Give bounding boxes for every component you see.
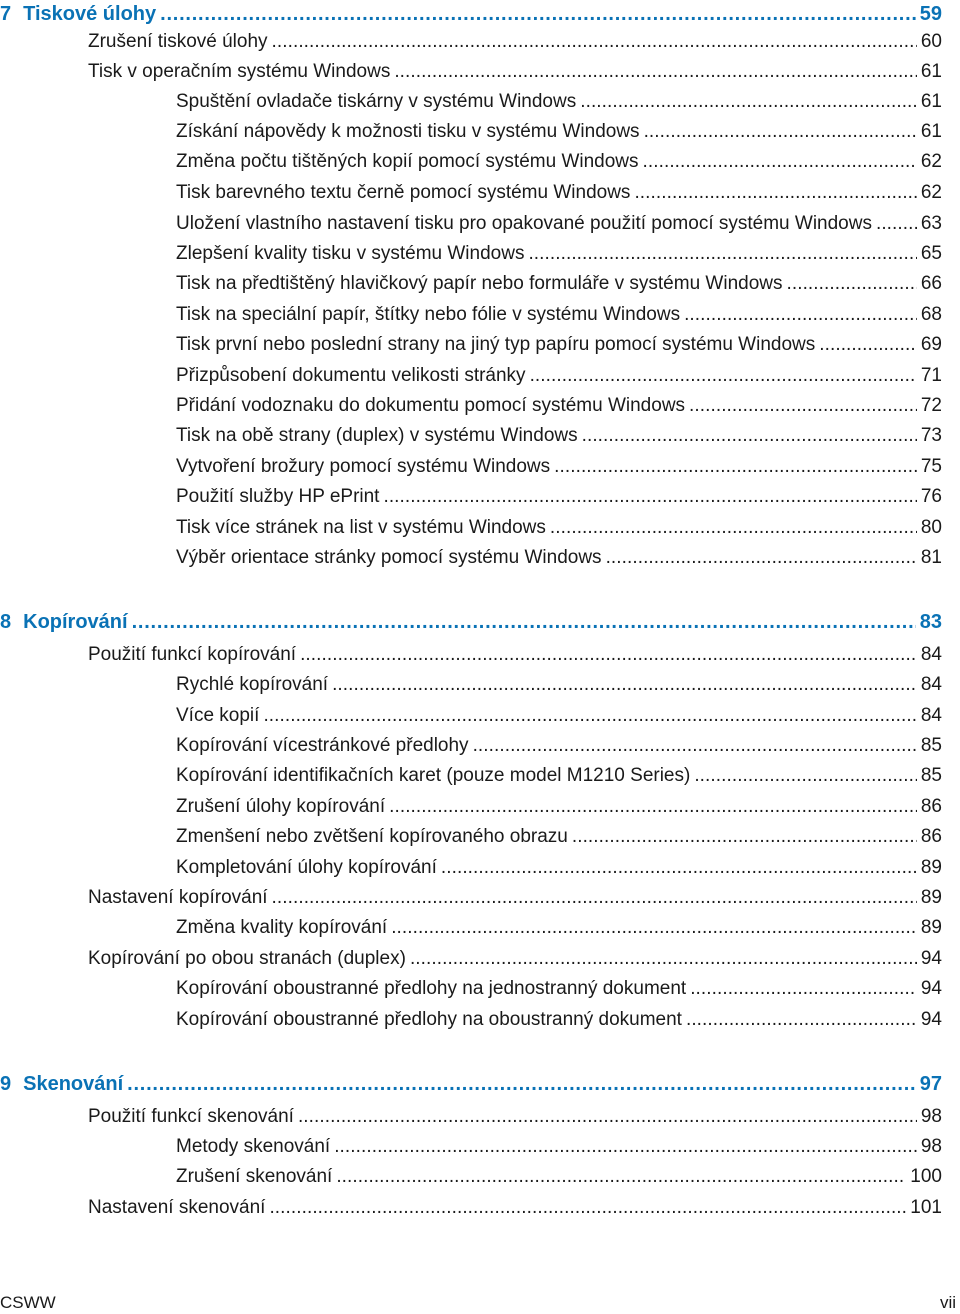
- toc-entry-title: Kopírování oboustranné předlohy na oboustranný dokument: [176, 1009, 682, 1030]
- toc-entry-title: Tisk v operačním systému Windows: [88, 61, 391, 82]
- dot-leader: [572, 823, 917, 851]
- toc-entry[interactable]: [88, 884, 942, 912]
- toc-entry[interactable]: [176, 88, 942, 116]
- toc-entry-page: 60: [920, 31, 942, 52]
- dot-leader: [269, 1194, 906, 1222]
- dot-leader: [530, 362, 917, 390]
- toc-entry-page: 98: [920, 1136, 942, 1157]
- toc-entry-title: Zrušení tiskové úlohy: [88, 31, 268, 52]
- toc-entry[interactable]: [176, 793, 942, 821]
- toc-entry-page: 62: [920, 151, 942, 172]
- chapter-number: 9: [0, 1073, 12, 1095]
- toc-entry-page: 73: [920, 425, 942, 446]
- toc-entry-title: Kompletování úlohy kopírování: [176, 857, 437, 878]
- dot-leader: [383, 483, 916, 511]
- toc-entry-title: Tisk barevného textu černě pomocí systému Windows: [176, 182, 631, 203]
- dot-leader: [690, 975, 917, 1003]
- toc-entry-title: Vytvoření brožury pomocí systému Windows: [176, 456, 551, 477]
- toc-entry-page: 71: [920, 365, 942, 386]
- dot-leader: [473, 732, 917, 760]
- dot-leader: [606, 544, 917, 572]
- toc-entry-page: 59: [919, 3, 942, 25]
- dot-leader: [441, 854, 917, 882]
- toc-entry[interactable]: [176, 732, 942, 760]
- chapter-number: 8: [0, 611, 12, 633]
- toc-entry[interactable]: [176, 270, 942, 298]
- toc-entry-page: 61: [920, 121, 942, 142]
- toc-entry-title: Kopírování identifikačních karet (pouze model M1210 Series): [176, 765, 691, 786]
- toc-entry-page: 66: [920, 273, 942, 294]
- toc-entry[interactable]: [176, 514, 942, 542]
- toc-entry-page: 86: [920, 826, 942, 847]
- toc-entry[interactable]: [176, 1133, 942, 1161]
- dot-leader: [336, 1163, 906, 1191]
- dot-leader: [643, 148, 917, 176]
- toc-entry[interactable]: [176, 240, 942, 268]
- dot-leader: [694, 762, 917, 790]
- dot-leader: [787, 270, 917, 298]
- toc-entry[interactable]: [176, 544, 942, 572]
- toc-entry-title: Skenování: [23, 1073, 124, 1095]
- toc-entry[interactable]: [176, 301, 942, 329]
- dot-leader: [528, 240, 916, 268]
- toc-entry-title: Získání nápovědy k možnosti tisku v systému Windows: [176, 121, 640, 142]
- toc-entry-page: 84: [920, 644, 942, 665]
- dot-leader: [686, 1006, 917, 1034]
- toc-entry-title: Kopírování po obou stranách (duplex): [88, 948, 406, 969]
- toc-entry-title: Změna kvality kopírování: [176, 917, 388, 938]
- toc-entry-title: Výběr orientace stránky pomocí systému Windows: [176, 547, 602, 568]
- dot-leader: [580, 88, 917, 116]
- dot-leader: [332, 671, 917, 699]
- toc-entry[interactable]: [176, 362, 942, 390]
- dot-leader: [410, 945, 917, 973]
- toc-entry-page: 72: [920, 395, 942, 416]
- dot-leader: [582, 422, 917, 450]
- toc-entry-title: Použití funkcí kopírování: [88, 644, 297, 665]
- dot-leader: [876, 210, 917, 238]
- toc-entry-title: Kopírování oboustranné předlohy na jednostranný dokument: [176, 978, 687, 999]
- toc-entry[interactable]: [176, 179, 942, 207]
- toc-entry[interactable]: [176, 671, 942, 699]
- toc-entry-page: 86: [920, 796, 942, 817]
- dot-leader: [689, 392, 917, 420]
- toc-entry-page: 84: [920, 705, 942, 726]
- toc-entry-page: 61: [920, 61, 942, 82]
- toc-entry[interactable]: [176, 702, 942, 730]
- toc-entry-title: Tisk první nebo poslední strany na jiný typ papíru pomocí systému Windows: [176, 334, 816, 355]
- toc-entry[interactable]: [88, 28, 942, 56]
- toc-entry[interactable]: [88, 1194, 942, 1222]
- dot-leader: [160, 0, 916, 28]
- toc-entry-title: Zlepšení kvality tisku v systému Windows: [176, 243, 525, 264]
- toc-entry[interactable]: [176, 118, 942, 146]
- toc-entry[interactable]: [88, 641, 942, 669]
- toc-entry[interactable]: [176, 148, 942, 176]
- toc-entry-title: Tiskové úlohy: [23, 3, 157, 25]
- toc-entry-page: 94: [920, 1009, 942, 1030]
- toc-entry-page: 85: [920, 765, 942, 786]
- toc-entry[interactable]: [176, 331, 942, 359]
- toc-entry-title: Zrušení úlohy kopírování: [176, 796, 386, 817]
- dot-leader: [272, 28, 917, 56]
- toc-entry[interactable]: [176, 762, 942, 790]
- toc-entry[interactable]: [176, 1006, 942, 1034]
- dot-leader: [391, 914, 917, 942]
- toc-chapter-entry[interactable]: [0, 608, 942, 636]
- toc-entry-page: 69: [920, 334, 942, 355]
- toc-entry-title: Kopírování: [23, 611, 128, 633]
- toc-entry-page: 100: [910, 1166, 942, 1187]
- dot-leader: [263, 702, 916, 730]
- toc-entry-page: 68: [920, 304, 942, 325]
- toc-entry-page: 94: [920, 978, 942, 999]
- toc-entry-page: 81: [920, 547, 942, 568]
- toc-entry-page: 84: [920, 674, 942, 695]
- toc-entry-title: Nastavení kopírování: [88, 887, 268, 908]
- toc-entry-title: Zmenšení nebo zvětšení kopírovaného obrazu: [176, 826, 568, 847]
- toc-entry[interactable]: [176, 210, 942, 238]
- dot-leader: [300, 641, 917, 669]
- toc-entry[interactable]: [176, 1163, 942, 1191]
- toc-entry[interactable]: [176, 483, 942, 511]
- toc-entry-title: Nastavení skenování: [88, 1197, 266, 1218]
- toc-entry-title: Tisk více stránek na list v systému Windows: [176, 517, 546, 538]
- toc-entry-title: Kopírování vícestránkové předlohy: [176, 735, 469, 756]
- dot-leader: [550, 514, 917, 542]
- toc-entry-page: 101: [910, 1197, 942, 1218]
- toc-entry[interactable]: [176, 422, 942, 450]
- toc-entry[interactable]: [88, 945, 942, 973]
- toc-entry[interactable]: [176, 823, 942, 851]
- dot-leader: [394, 58, 917, 86]
- toc-entry-page: 89: [920, 917, 942, 938]
- toc-entry[interactable]: [88, 58, 942, 86]
- toc-entry-title: Tisk na speciální papír, štítky nebo fólie v systému Windows: [176, 304, 681, 325]
- toc-entry-title: Přizpůsobení dokumentu velikosti stránky: [176, 365, 526, 386]
- page-footer: [0, 1292, 960, 1314]
- toc-entry-page: 65: [920, 243, 942, 264]
- toc-chapter-entry[interactable]: [0, 1070, 942, 1098]
- toc-entry-page: 85: [920, 735, 942, 756]
- toc-entry-title: Rychlé kopírování: [176, 674, 329, 695]
- toc-entry-page: 63: [920, 213, 942, 234]
- dot-leader: [272, 884, 917, 912]
- dot-leader: [644, 118, 917, 146]
- footer-left-label: CSWW: [0, 1293, 56, 1312]
- dot-leader: [554, 453, 917, 481]
- toc-entry-title: Přidání vodoznaku do dokumentu pomocí systému Windows: [176, 395, 686, 416]
- toc-entry-page: 98: [920, 1106, 942, 1127]
- toc-entry-page: 89: [920, 857, 942, 878]
- toc-entry-title: Metody skenování: [176, 1136, 331, 1157]
- toc-entry-page: 89: [920, 887, 942, 908]
- toc-entry-title: Zrušení skenování: [176, 1166, 333, 1187]
- toc-entry[interactable]: [88, 1103, 942, 1131]
- toc-entry[interactable]: [176, 914, 942, 942]
- toc-entry[interactable]: [176, 975, 942, 1003]
- toc-entry-title: Více kopií: [176, 705, 260, 726]
- toc-entry-page: 97: [919, 1073, 942, 1095]
- dot-leader: [127, 1070, 916, 1098]
- dot-leader: [334, 1133, 917, 1161]
- toc-entry-page: 80: [920, 517, 942, 538]
- toc-entry-title: Změna počtu tištěných kopií pomocí systému Windows: [176, 151, 639, 172]
- chapter-number: 7: [0, 3, 12, 25]
- dot-leader: [298, 1103, 917, 1131]
- toc-entry-title: Tisk na obě strany (duplex) v systému Windows: [176, 425, 578, 446]
- toc-entry-page: 94: [920, 948, 942, 969]
- toc-entry-title: Spuštění ovladače tiskárny v systému Windows: [176, 91, 577, 112]
- toc-chapter-entry[interactable]: [0, 0, 942, 28]
- dot-leader: [634, 179, 916, 207]
- dot-leader: [132, 608, 916, 636]
- dot-leader: [389, 793, 917, 821]
- toc-entry-page: 76: [920, 486, 942, 507]
- toc-entry-page: 61: [920, 91, 942, 112]
- dot-leader: [684, 301, 917, 329]
- toc-entry[interactable]: [176, 392, 942, 420]
- toc-entry-title: Použití funkcí skenování: [88, 1106, 294, 1127]
- toc-entry-title: Použití služby HP ePrint: [176, 486, 380, 507]
- toc-entry[interactable]: [176, 453, 942, 481]
- toc-entry-title: Uložení vlastního nastavení tisku pro opakované použití pomocí systému Windows: [176, 213, 872, 234]
- toc-entry[interactable]: [176, 854, 942, 882]
- toc-entry-title: Tisk na předtištěný hlavičkový papír nebo formuláře v systému Windows: [176, 273, 783, 294]
- footer-page-number: vii: [939, 1293, 956, 1312]
- dot-leader: [819, 331, 917, 359]
- toc-entry-page: 75: [920, 456, 942, 477]
- toc-entry-page: 62: [920, 182, 942, 203]
- toc-entry-page: 83: [919, 611, 942, 633]
